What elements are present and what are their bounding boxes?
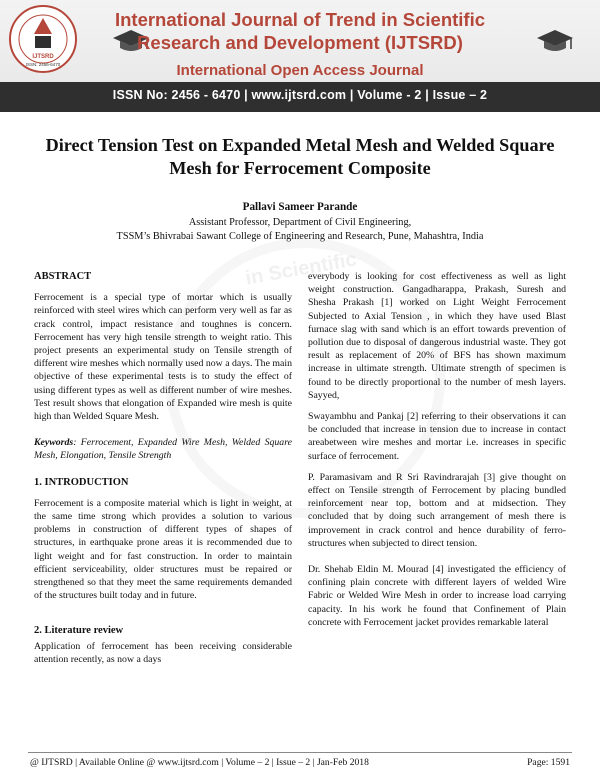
right-paragraph-4: Dr. Shehab Eldin M. Mourad [4] investigated the efficiency of confining plain concrete with different layers of welded Wire Fabric or Welded Wire Mesh in order to increase load carrying capacity. In his work he found that Confinement of Plain concrete with Ferrocement jacket provides remarkable lateral	[308, 564, 566, 628]
abstract-text: Ferrocement is a special type of mortar which is usually reinforced with steel wires which can perform very well as far as crack control, impact resistance and toughnes is concern. Ferrocement has very high tensile strength to weight ratio. This project presents an experimental study on Tensile strength of different wire meshes which normally used now a days. The main objective of these experimental tests is to study the effect of using different types as well as different number of wire meshes. Test result shows that elongation of Expanded wire mesh is quite high than Welded Square Mesh.	[34, 292, 292, 423]
author-affiliation-2: TSSM’s Bhivrabai Sawant College of Engineering and Research, Pune, Mahashtra, India	[116, 231, 484, 242]
introduction-text: Ferrocement is a composite material which is light in weight, at the same time strong which provides a solution to various problems in construction of different types of shapes of structures, in earthquake prone areas it is recommended due to light weight and for fast construction. In order to maintain efficient serviceability, older structures must be repaired or strengthened so that they meet the same requirements demanded of the structures built today and in future.	[34, 497, 292, 602]
journal-header	[0, 0, 600, 112]
keywords-label: Keywords	[34, 437, 74, 449]
author-name: Pallavi Sameer Parande	[242, 201, 358, 213]
footer-divider	[28, 752, 572, 753]
keywords-text: : Ferrocement, Expanded Wire Mesh, Welded Square Mesh, Elongation, Tensile Strength	[34, 437, 292, 462]
right-paragraph-1: everybody is looking for cost effectiveness as well as light weight construction. Gangadharappa, Prakash, Suresh and Shesha Prakash [1] worked on Light Weight Ferrocement Subjected to Axial Tension , in which they have used Blast furnace slag with sand which is an effort towards prevention of pollution due to disposal of dangerous industrial waste. They got result as replacement of 20% of BFS has shown maximum increase in ultimate strength. Ultimate strength of specimen is found to be directly proportional to the number of mesh layers. Sayyed,	[308, 271, 566, 401]
paper-title	[30, 134, 570, 180]
keywords	[34, 436, 292, 462]
page-number: Page: 1591	[527, 757, 570, 768]
graduation-cap-icon	[536, 28, 574, 54]
logo-text-top: IJTSRD	[32, 54, 54, 60]
journal-title-line2: Research and Development (IJTSRD)	[137, 32, 463, 53]
paper-title-line2: Mesh for Ferrocement Composite	[169, 158, 431, 178]
journal-title-line1: International Journal of Trend in Scientific	[114, 9, 486, 30]
literature-review-heading: 2. Literature review	[34, 625, 124, 637]
issn-line: ISSN No: 2456 - 6470 | www.ijtsrd.com | Volume - 2 | Issue – 2	[112, 88, 488, 102]
introduction-heading: 1. INTRODUCTION	[34, 476, 129, 488]
paper-title-line1: Direct Tension Test on Expanded Metal Mesh and Welded Square	[45, 135, 555, 155]
literature-review-text: Application of ferrocement has been receiving considerable attention recently, as now a days	[34, 640, 292, 665]
ijtsrd-logo-icon	[8, 4, 78, 74]
right-paragraph-3: P. Paramasivam and R Sri Ravindrarajah [3] give thought on effect on Tensile strength of Ferrocement by placing bundled reinforcement near top, bottom and at midsection. They concluded that by doing such arrangement of mesh there is improvement in crack control and hence durability of ferro-structures when subjected to direct tension.	[308, 471, 566, 549]
watermark-text: in Scientific	[243, 248, 359, 290]
abstract-heading: ABSTRACT	[34, 271, 92, 282]
right-column	[308, 270, 566, 629]
journal-subtitle: International Open Access Journal	[176, 62, 424, 79]
right-paragraph-2: Swayambhu and Pankaj [2] referring to their observations it can be concluded that increase in tension due to increase in contact areabetween wire meshes and mortar i.e. increases in specific surface of ferrocement.	[308, 411, 566, 462]
author-affiliation-1: Assistant Professor, Department of Civil Engineering,	[188, 217, 412, 228]
journal-title	[110, 8, 490, 54]
footer-citation: @ IJTSRD | Available Online @ www.ijtsrd.com | Volume – 2 | Issue – 2 | Jan-Feb 2018	[30, 757, 369, 768]
logo-text-bottom: ISSN: 2456-6470	[25, 62, 61, 67]
left-column	[34, 270, 292, 666]
